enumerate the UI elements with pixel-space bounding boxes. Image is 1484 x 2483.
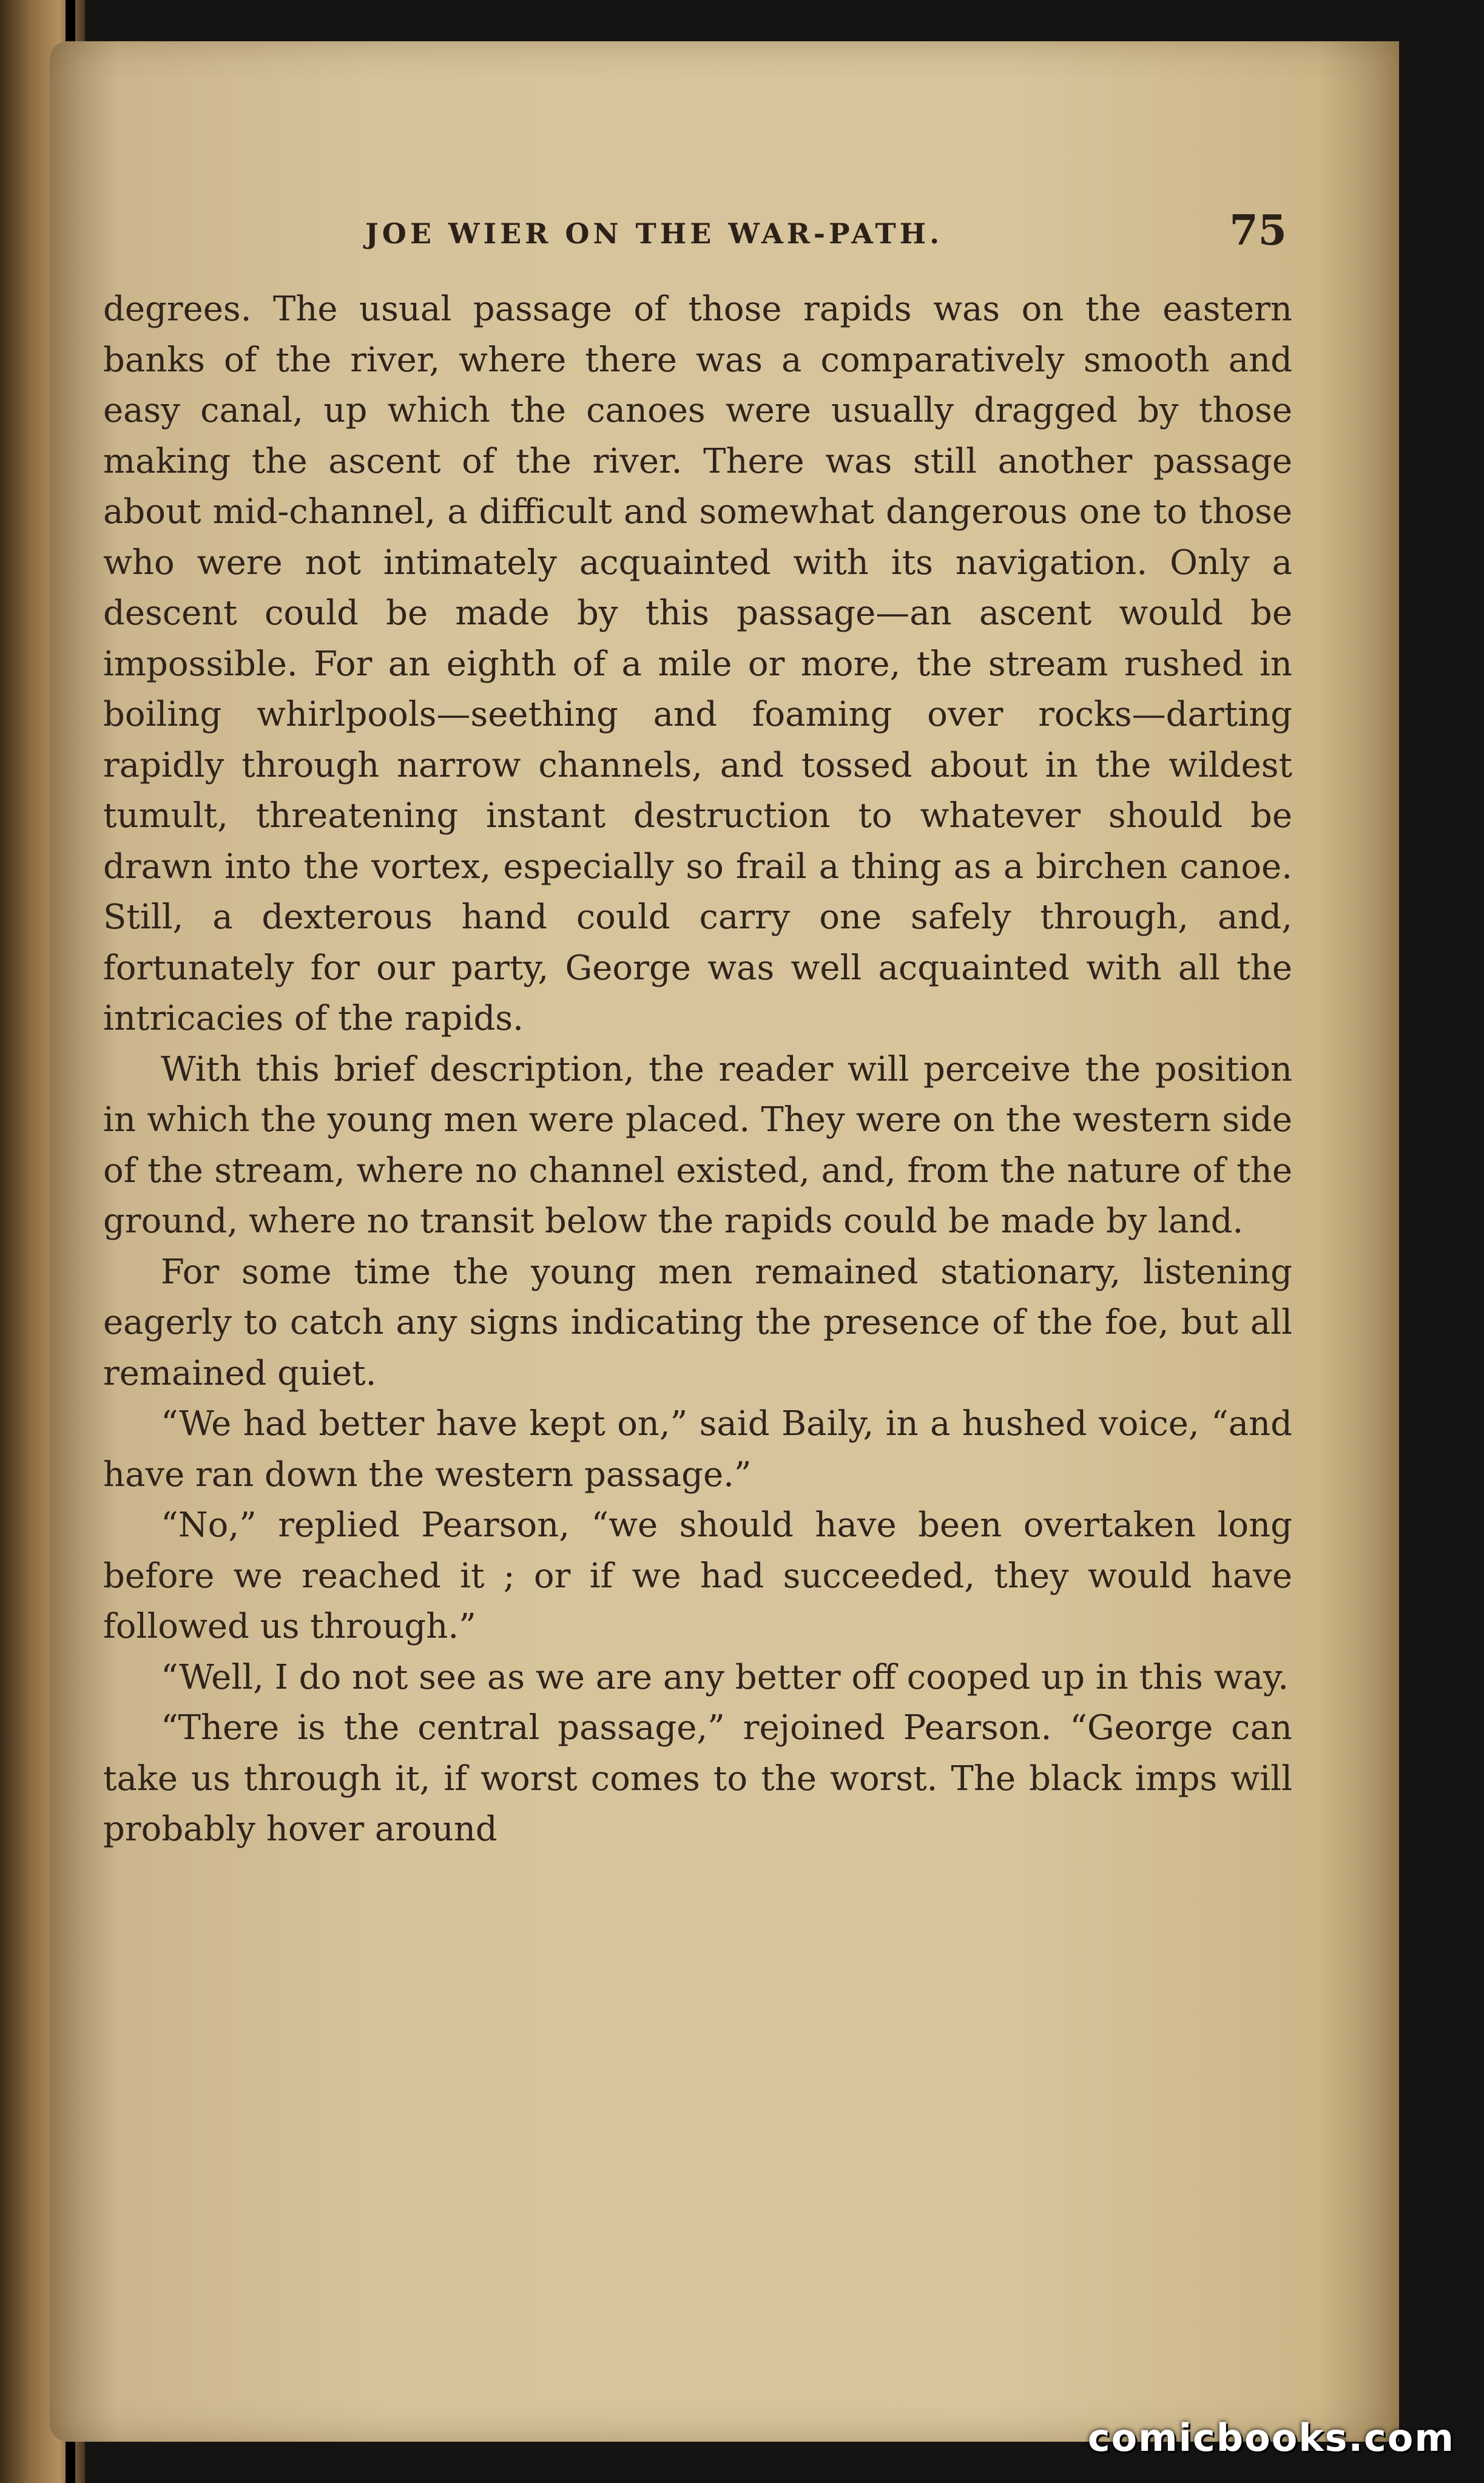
paragraph: With this brief description, the reader will perceive the position in which the young men were placed. They were on the western side of the stream, where no channel existed, and, from the nature of the ground, where no transit below the rapids could be made by land. <box>103 1049 1292 1241</box>
running-head: JOE WIER ON THE WAR-PATH. <box>365 217 943 250</box>
paragraph: “There is the central passage,” rejoined Pearson. “George can take us through it, if worst comes to the worst. The black imps will probably hover around <box>103 1708 1292 1849</box>
paragraph: “We had better have kept on,” said Baily, in a hushed voice, “and have ran down the western passage.” <box>103 1404 1292 1495</box>
paragraph: “No,” replied Pearson, “we should have been overtaken long before we reached it ; or if we had succeeded, they would have followed us through.” <box>103 1505 1292 1646</box>
paragraph: “Well, I do not see as we are any better off cooped up in this way. <box>161 1657 1289 1697</box>
body-text <box>103 284 1292 1855</box>
page-number: 75 <box>1229 206 1287 255</box>
watermark-logo: comicbooks.com <box>1087 2416 1455 2460</box>
paragraph: For some time the young men remained stationary, listening eagerly to catch any signs indicating the presence of the foe, but all remained quiet. <box>103 1252 1292 1393</box>
page-header <box>50 206 1399 272</box>
paragraph: degrees. The usual passage of those rapids was on the eastern banks of the river, where there was a comparatively smooth and easy canal, up which the canoes were usually dragged by those making the ascent of the river. There was still another passage about mid-channel, a difficult and somewhat dangerous one to those who were not intimately acquainted with its navigation. Only a descent could be made by this passage—an ascent would be impossible. For an eighth of a mile or more, the stream rushed in boiling whirlpools—seething and foaming over rocks—darting rapidly through narrow channels, and tossed about in the wildest tumult, threatening instant destruction to whatever should be drawn into the vortex, especially so frail a thing as a birchen canoe. Still, a dexterous hand could carry one safely through, and, fortunately for our party, George was well acquainted with all the intricacies of the rapids. <box>103 289 1292 1038</box>
book-page <box>50 41 1399 2442</box>
